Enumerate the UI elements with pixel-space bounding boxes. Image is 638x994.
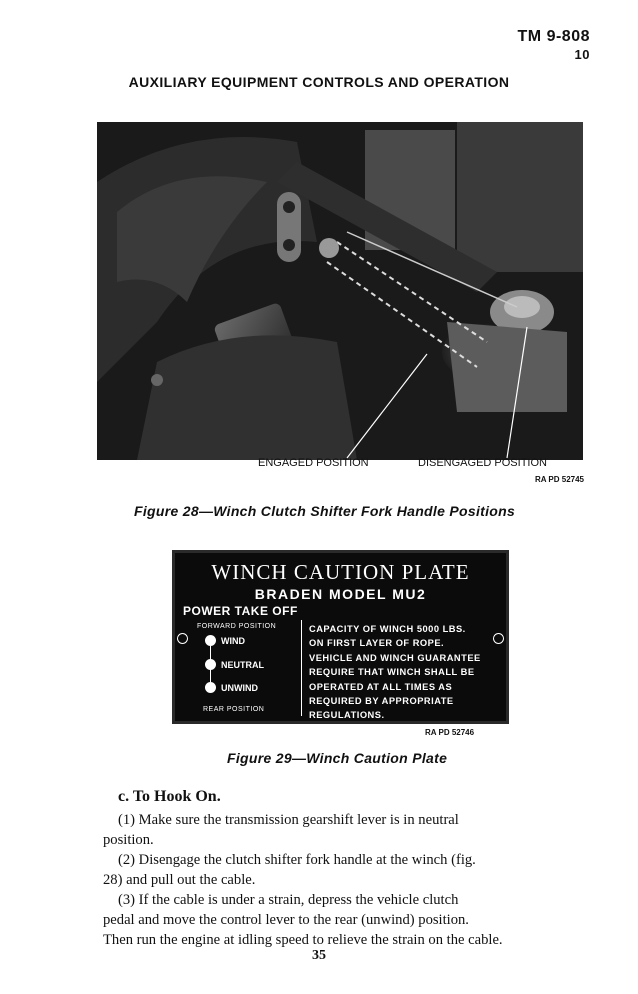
neutral-label: NEUTRAL (221, 660, 264, 670)
plate-model: BRADEN MODEL MU2 (254, 586, 427, 602)
capacity-line: OPERATED AT ALL TIMES AS (309, 681, 453, 692)
unwind-label: UNWIND (221, 683, 258, 693)
lever-position-dot-icon (205, 659, 216, 670)
step-3-line-2: pedal and move the control lever to the rear (unwind) position. (103, 912, 469, 928)
figure-29-ra-code: RA PD 52746 (425, 728, 475, 737)
section-c-heading: c. To Hook On. (118, 788, 221, 805)
plate-screw-icon (493, 633, 504, 644)
capacity-text (309, 622, 481, 723)
wind-label: WIND (221, 636, 245, 646)
figure-28-caption: Figure 28—Winch Clutch Shifter Fork Handle Positions (134, 503, 516, 519)
step-3-line-1: (3) If the cable is under a strain, depress the vehicle clutch (118, 892, 459, 908)
disengaged-position-label: DISENGAGED POSITION (418, 457, 547, 469)
figure-28-ra-code: RA PD 52745 (534, 475, 584, 484)
manual-number: TM 9-808 (517, 28, 590, 45)
section-number: 10 (574, 47, 590, 62)
plate-divider (301, 620, 302, 716)
winch-clutch-photo (97, 122, 583, 460)
forward-position-label: FORWARD POSITION (197, 623, 277, 630)
capacity-line: CAPACITY OF WINCH 5000 LBS. (309, 624, 466, 634)
winch-clutch-illustration (97, 122, 583, 460)
step-1-line-1: (1) Make sure the transmission gearshift lever is in neutral (118, 812, 459, 828)
engaged-position-label: ENGAGED POSITION (258, 457, 369, 469)
step-1-line-2: position. (103, 832, 154, 848)
rear-position-label: REAR POSITION (203, 706, 265, 713)
section-title: AUXILIARY EQUIPMENT CONTROLS AND OPERATION (128, 74, 510, 90)
plate-title: WINCH CAUTION PLATE (211, 560, 470, 584)
step-2-line-2: 28) and pull out the cable. (103, 872, 256, 888)
power-take-off-label: POWER TAKE OFF (183, 604, 298, 618)
step-2-line-1: (2) Disengage the clutch shifter fork handle at the winch (fig. (118, 852, 476, 868)
lever-position-dot-icon (205, 682, 216, 693)
capacity-line: VEHICLE AND WINCH GUARANTEE (309, 652, 481, 663)
capacity-line: ON FIRST LAYER OF ROPE. (309, 638, 445, 649)
lever-position-dot-icon (205, 635, 216, 646)
capacity-line: REGULATIONS. (309, 710, 385, 721)
winch-caution-plate (172, 550, 509, 724)
page-number: 35 (312, 948, 326, 963)
step-3-line-3: Then run the engine at idling speed to relieve the strain on the cable. (103, 932, 503, 948)
capacity-line: REQUIRE THAT WINCH SHALL BE (309, 667, 475, 678)
figure-29-caption: Figure 29—Winch Caution Plate (227, 750, 448, 766)
capacity-line: REQUIRED BY APPROPRIATE (309, 696, 454, 707)
plate-screw-icon (177, 633, 188, 644)
manual-header (518, 28, 590, 64)
